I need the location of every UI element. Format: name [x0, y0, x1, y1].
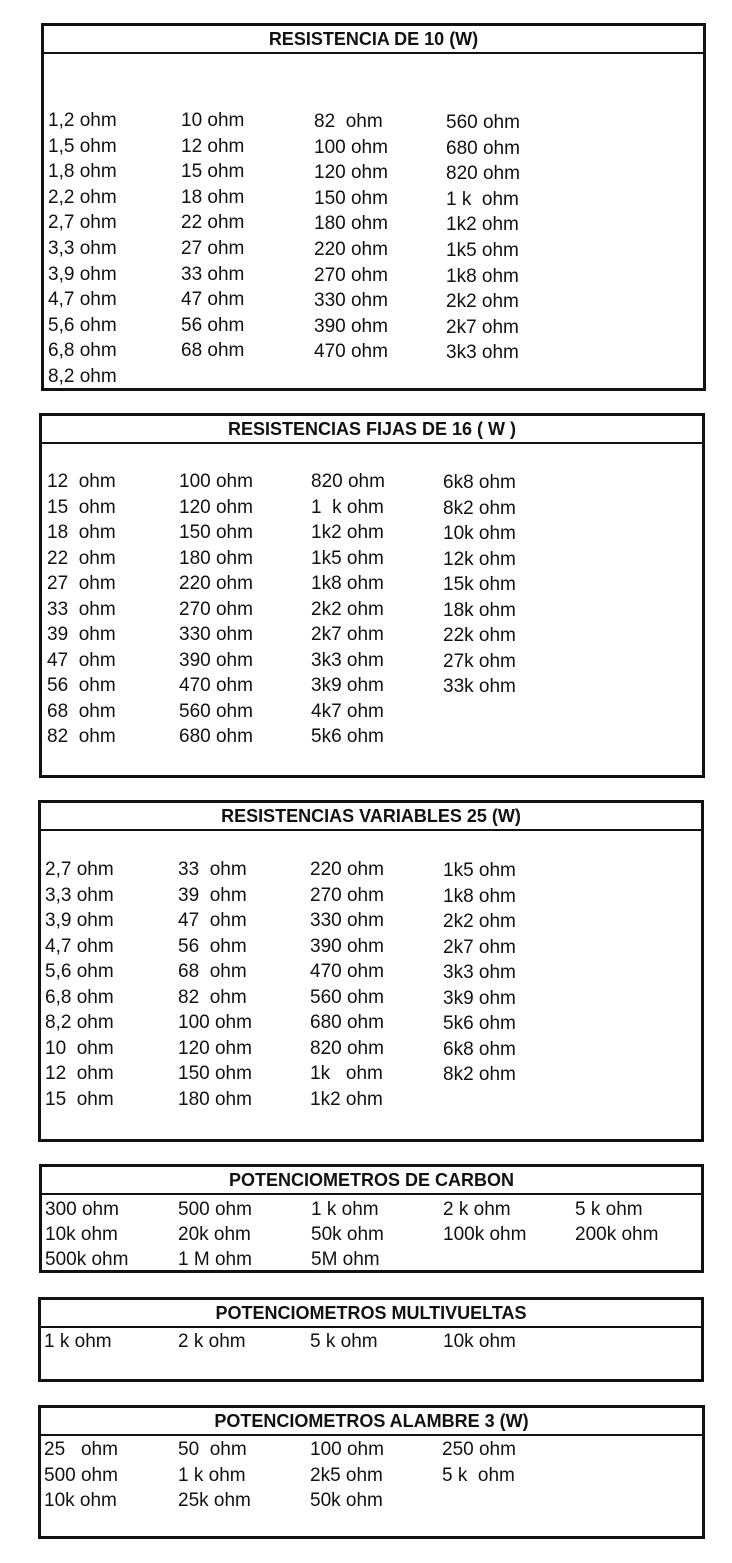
- table-potenciometros-multivueltas: [38, 1297, 704, 1382]
- column-4: [443, 1329, 516, 1354]
- value-cell: 500 ohm: [44, 1464, 118, 1486]
- column-1: [45, 857, 114, 1112]
- value-cell: 2k2 ohm: [311, 598, 384, 620]
- value-cell: 18k ohm: [443, 599, 516, 621]
- value-cell: 18 ohm: [181, 186, 245, 208]
- column-1: [48, 108, 117, 390]
- value-cell: 15 ohm: [45, 1088, 114, 1110]
- value-cell: 18 ohm: [47, 522, 116, 543]
- value-cell: 39 ohm: [178, 884, 247, 906]
- value-cell: 15k ohm: [443, 574, 516, 595]
- value-cell: 4k7 ohm: [311, 700, 384, 722]
- value-cell: 1 k ohm: [178, 1464, 246, 1486]
- value-cell: 6k8 ohm: [443, 472, 516, 493]
- value-cell: 1 k ohm: [311, 496, 384, 518]
- table-resistencias-variables-25w: [38, 800, 704, 1142]
- value-cell: 27k ohm: [443, 650, 516, 672]
- table-resistencias-fijas-16w: [39, 413, 705, 778]
- value-cell: 3,3 ohm: [45, 884, 114, 906]
- value-cell: 120 ohm: [314, 162, 388, 184]
- value-cell: 2,2 ohm: [48, 186, 117, 208]
- value-cell: 180 ohm: [178, 1088, 252, 1110]
- value-cell: 150 ohm: [314, 187, 388, 209]
- value-cell: 1k5 ohm: [443, 860, 516, 881]
- value-cell: 50k ohm: [310, 1490, 383, 1511]
- value-cell: 150 ohm: [178, 1063, 252, 1084]
- value-cell: 3k3 ohm: [311, 649, 384, 671]
- value-cell: 25 ohm: [44, 1439, 118, 1460]
- value-cell: 1k8 ohm: [446, 265, 519, 287]
- value-cell: 5,6 ohm: [48, 314, 117, 336]
- value-cell: 270 ohm: [310, 884, 384, 906]
- value-cell: 1,2 ohm: [48, 110, 117, 131]
- column-4: [446, 110, 520, 366]
- value-cell: 100 ohm: [179, 471, 253, 492]
- value-cell: 68 ohm: [47, 700, 116, 722]
- table-title: POTENCIOMETROS DE CARBON: [42, 1167, 701, 1195]
- value-cell: 3k9 ohm: [311, 675, 384, 696]
- value-cell: 15 ohm: [47, 496, 116, 518]
- value-cell: 270 ohm: [179, 598, 253, 620]
- value-cell: 22 ohm: [47, 547, 116, 569]
- value-cell: 3k9 ohm: [443, 987, 516, 1009]
- value-cell: 100k ohm: [443, 1224, 527, 1245]
- value-cell: 1k8 ohm: [311, 573, 384, 594]
- value-cell: 300 ohm: [45, 1199, 119, 1220]
- value-cell: 1,5 ohm: [48, 135, 117, 157]
- column-2: [178, 1437, 251, 1514]
- value-cell: 1k5 ohm: [311, 547, 384, 569]
- value-cell: 200k ohm: [575, 1224, 659, 1245]
- column-3: [310, 1329, 378, 1354]
- value-cell: 12 ohm: [45, 1063, 114, 1084]
- value-cell: 2k5 ohm: [310, 1464, 383, 1486]
- table-title: RESISTENCIAS VARIABLES 25 (W): [41, 803, 701, 831]
- value-cell: 1 k ohm: [446, 188, 519, 210]
- value-cell: 3k3 ohm: [443, 962, 516, 983]
- value-cell: 250 ohm: [442, 1439, 516, 1460]
- value-cell: 33 ohm: [181, 263, 245, 285]
- column-3: [311, 1197, 384, 1272]
- value-cell: 47 ohm: [178, 910, 247, 931]
- column-5: [575, 1197, 658, 1247]
- value-cell: 2 k ohm: [178, 1331, 246, 1352]
- value-cell: 5k6 ohm: [443, 1013, 516, 1034]
- value-cell: 2,7 ohm: [48, 212, 117, 234]
- value-cell: 270 ohm: [314, 264, 388, 286]
- value-cell: 2,7 ohm: [45, 859, 114, 880]
- value-cell: 2k7 ohm: [311, 624, 384, 645]
- value-cell: 2k2 ohm: [443, 911, 516, 932]
- value-cell: 180 ohm: [179, 547, 253, 569]
- value-cell: 680 ohm: [179, 726, 253, 747]
- value-cell: 820 ohm: [446, 163, 520, 185]
- value-cell: 2k7 ohm: [443, 936, 516, 958]
- value-cell: 47 ohm: [181, 289, 245, 311]
- value-cell: 2k7 ohm: [446, 316, 519, 338]
- column-3: [310, 1437, 384, 1514]
- column-1: [47, 469, 116, 750]
- value-cell: 5M ohm: [311, 1249, 380, 1270]
- value-cell: 6,8 ohm: [48, 340, 117, 362]
- value-cell: 5 k ohm: [310, 1331, 378, 1352]
- value-cell: 6,8 ohm: [45, 986, 114, 1008]
- value-cell: 56 ohm: [181, 314, 245, 336]
- table-potenciometros-carbon: [39, 1164, 704, 1273]
- value-cell: 3,3 ohm: [48, 237, 117, 259]
- value-cell: 1 k ohm: [311, 1199, 379, 1220]
- value-cell: 220 ohm: [314, 238, 388, 260]
- value-cell: 12 ohm: [47, 471, 116, 492]
- value-cell: 22 ohm: [181, 212, 245, 234]
- value-cell: 12k ohm: [443, 548, 516, 570]
- value-cell: 3,9 ohm: [48, 263, 117, 285]
- value-cell: 390 ohm: [179, 649, 253, 671]
- value-cell: 5k6 ohm: [311, 726, 384, 747]
- value-cell: 1k2 ohm: [310, 1088, 383, 1110]
- value-cell: 82 ohm: [314, 111, 383, 132]
- value-cell: 10k ohm: [45, 1224, 118, 1245]
- value-cell: 27 ohm: [47, 573, 116, 594]
- column-2: [181, 108, 244, 364]
- value-cell: 4,7 ohm: [45, 935, 114, 957]
- value-cell: 25k ohm: [178, 1490, 251, 1511]
- value-cell: 50k ohm: [311, 1224, 384, 1245]
- value-cell: 3k3 ohm: [446, 342, 519, 364]
- value-cell: 8k2 ohm: [443, 1064, 516, 1085]
- value-cell: 1k2 ohm: [446, 214, 519, 236]
- value-cell: 820 ohm: [310, 1037, 384, 1059]
- value-cell: 470 ohm: [310, 961, 384, 982]
- value-cell: 10k ohm: [44, 1490, 117, 1511]
- value-cell: 3,9 ohm: [45, 910, 114, 931]
- value-cell: 33 ohm: [47, 598, 116, 620]
- value-cell: 39 ohm: [47, 624, 116, 645]
- column-3: [310, 857, 384, 1112]
- column-1: [45, 1197, 128, 1272]
- value-cell: 56 ohm: [178, 935, 247, 957]
- column-1: [44, 1329, 112, 1354]
- value-cell: 50 ohm: [178, 1439, 247, 1460]
- value-cell: 10 ohm: [45, 1037, 114, 1059]
- value-cell: 2k2 ohm: [446, 291, 519, 313]
- column-2: [178, 1197, 252, 1272]
- value-cell: 470 ohm: [179, 675, 253, 696]
- value-cell: 560 ohm: [179, 700, 253, 722]
- value-cell: 4,7 ohm: [48, 289, 117, 311]
- column-2: [179, 469, 253, 750]
- value-cell: 20k ohm: [178, 1224, 251, 1245]
- value-cell: 1 k ohm: [44, 1331, 112, 1352]
- value-cell: 500k ohm: [45, 1249, 129, 1270]
- value-cell: 1,8 ohm: [48, 161, 117, 183]
- value-cell: 560 ohm: [310, 986, 384, 1008]
- value-cell: 680 ohm: [310, 1012, 384, 1033]
- value-cell: 27 ohm: [181, 237, 245, 259]
- value-cell: 1k ohm: [310, 1063, 383, 1084]
- table-title: RESISTENCIAS FIJAS DE 16 ( W ): [42, 416, 702, 444]
- value-cell: 1k8 ohm: [443, 885, 516, 907]
- table-title: POTENCIOMETROS ALAMBRE 3 (W): [41, 1408, 702, 1436]
- column-4: [443, 858, 516, 1088]
- value-cell: 680 ohm: [446, 137, 520, 159]
- table-potenciometros-alambre-3w: [38, 1405, 705, 1539]
- value-cell: 10k ohm: [443, 1331, 516, 1352]
- value-cell: 33k ohm: [443, 676, 516, 697]
- value-cell: 1 M ohm: [178, 1249, 252, 1270]
- value-cell: 820 ohm: [311, 471, 385, 492]
- table-title: POTENCIOMETROS MULTIVUELTAS: [41, 1300, 701, 1328]
- value-cell: 120 ohm: [178, 1037, 252, 1059]
- value-cell: 8,2 ohm: [45, 1012, 114, 1033]
- value-cell: 390 ohm: [310, 935, 384, 957]
- value-cell: 10k ohm: [443, 523, 516, 544]
- column-1: [44, 1437, 118, 1514]
- value-cell: 68 ohm: [178, 961, 247, 982]
- value-cell: 120 ohm: [179, 496, 253, 518]
- value-cell: 180 ohm: [314, 213, 388, 235]
- column-4: [443, 470, 516, 700]
- value-cell: 330 ohm: [310, 910, 384, 931]
- value-cell: 560 ohm: [446, 112, 520, 133]
- value-cell: 390 ohm: [314, 315, 388, 337]
- value-cell: 1k2 ohm: [311, 522, 384, 543]
- value-cell: 56 ohm: [47, 675, 116, 696]
- value-cell: 22k ohm: [443, 625, 516, 646]
- value-cell: 1k5 ohm: [446, 239, 519, 261]
- value-cell: 15 ohm: [181, 161, 245, 183]
- value-cell: 5,6 ohm: [45, 961, 114, 982]
- column-2: [178, 857, 252, 1112]
- value-cell: 82 ohm: [47, 726, 116, 747]
- value-cell: 5 k ohm: [575, 1199, 643, 1220]
- value-cell: 47 ohm: [47, 649, 116, 671]
- value-cell: 8,2 ohm: [48, 365, 117, 387]
- value-cell: 68 ohm: [181, 340, 245, 362]
- value-cell: 5 k ohm: [442, 1464, 515, 1486]
- value-cell: 220 ohm: [179, 573, 253, 594]
- value-cell: 500 ohm: [178, 1199, 252, 1220]
- table-body: [44, 54, 703, 387]
- value-cell: 220 ohm: [310, 859, 384, 880]
- value-cell: 150 ohm: [179, 522, 253, 543]
- value-cell: 470 ohm: [314, 341, 388, 363]
- value-cell: 10 ohm: [181, 110, 245, 131]
- value-cell: 12 ohm: [181, 135, 245, 157]
- value-cell: 33 ohm: [178, 859, 247, 880]
- value-cell: 100 ohm: [310, 1439, 384, 1460]
- column-3: [314, 109, 388, 365]
- column-4: [442, 1437, 516, 1488]
- table-title: RESISTENCIA DE 10 (W): [44, 26, 703, 54]
- table-resistencia-10w: [41, 23, 706, 391]
- column-2: [178, 1329, 246, 1354]
- value-cell: 82 ohm: [178, 986, 247, 1008]
- column-4: [443, 1197, 526, 1247]
- value-cell: 330 ohm: [179, 624, 253, 645]
- value-cell: 2 k ohm: [443, 1199, 511, 1220]
- value-cell: 6k8 ohm: [443, 1038, 516, 1060]
- value-cell: 8k2 ohm: [443, 497, 516, 519]
- value-cell: 100 ohm: [314, 136, 388, 158]
- value-cell: 100 ohm: [178, 1012, 252, 1033]
- column-3: [311, 469, 385, 750]
- value-cell: 330 ohm: [314, 290, 388, 312]
